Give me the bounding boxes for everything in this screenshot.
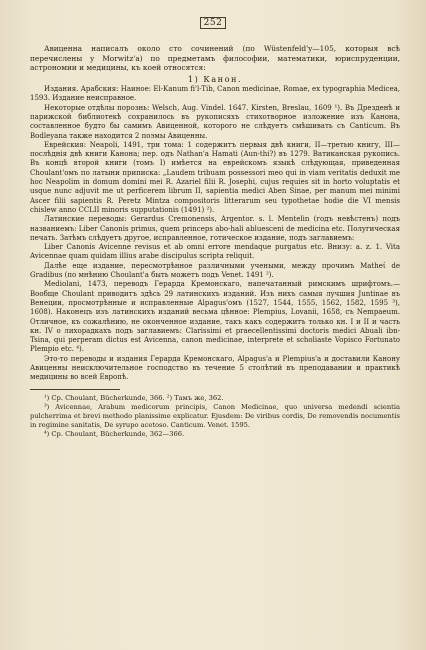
footnote-1: ¹) Ср. Choulant, Bücherkunde, 366. ²) Тамъ же, 362. — [44, 393, 224, 402]
footnote-3: ³) Avicennae, Arabum medicorum principis, Canon Medicinae, quo universa medendi scientia pulcherrima et brevi methodo planissime explicatur. Ejusdem: De viribus cordis, De removendis nocumentis in regimine sanitatis, De syrupo acetoso. Canticum. Venet. 1595. — [30, 402, 400, 429]
lead-paragraph: Авиценна написалъ около сто сочинений (по Wüstenfeld'y—105, которыя всѣ перечислены у Morwitz'a) по предметамъ философии, математики, юриспруденции, астрономии и медицины, къ коей относятся: — [30, 44, 400, 73]
footnote-divider — [30, 389, 120, 390]
paragraph-conclusion: Это-то переводы и издания Герарда Кремонскаго, Alpagus'a и Plempius'a и доставили Канону Авиценны неисключительное господство въ течение 5 столѣтий въ преподавании и практикѣ медицины во всей Европѣ. — [30, 354, 400, 382]
paragraph-mediolani: Mediolani, 1473, переводъ Герарда Кремонскаго, напечатанный римскимъ шрифтомъ.—Вообще Choulant приводитъ здѣсь 29 латинскихъ изданий. Изъ нихъ самыя лучшия Juntinae въ Венеции, просмотрѣнные и исправленные Alpagus'омъ (1527, 1544, 1555, 1562, 1582, 1595 ³), 1608). Наконецъ изъ латинскихъ изданий весьма цѣнное: Plempius, Lovanii, 1658, съ Nempaeum. Отличное, къ сожалѣнию, не оконченное издание, такъ какъ содержитъ только кн. I и II и часть кн. IV о лихорадкахъ подъ заглавиемъ: Clarissimi et praecellentissimi doctoris medici Abuali ibn-Tsina, qui perperam dictus est Avicenna, canon medicinae, interprete et scholiaste Vopisco Fortunato Plempio etc. ⁴). — [30, 280, 400, 354]
body-text — [30, 44, 400, 439]
paragraph-hebrew: Еврейския: Neapoli, 1491, три тома: 1 содержитъ первыя двѣ книги, II—третью книгу, III—послѣднія двѣ книги Канона; пер. одъ Nathan'a Hamati (Aun-thi?) въ 1279. Ватиканская рукопись. Въ концѣ второй книги (томъ I) имѣется на еврейскомъ языкѣ слѣдующая, приведенная Choulant'омъ по латыни приписка: „Laudem tribuam possessori meo qui in viam veritatis deduxit me hoc Neapolim in domum domini mei R. Azariel filii R. Josephi, cujus requies sit in horto voluptatis et usque nunc adjuvit me ut perficerem librum II, sapientia medici Aben Sinae, per manum mei minimi Ascer filii sapientis R. Peretz Mintza compositoris litterarum seu typothetae hodie die VI mensis chislew anno CCLII minoris supputationis (1491) ²). — [30, 140, 400, 214]
paragraph-further-edition: Далѣе еще издание, пересмотрѣнное различными учеными, между прочимъ Matheί de Gradibus (по мнѣнию Choulant'a быть можетъ подъ Venet. 1491 ²). — [30, 261, 400, 280]
paragraph-latin: Латинские переводы: Gerardus Cremonensis, Argentor. s. l. Mentelin (годъ невѣстенъ) подъ названиемъ: Liber Canonis primus, quem princeps abo-hali abluesceni de medicina etc. Полугическая печать. Затѣмъ слѣдуетъ другое, исправленное, готическое издание, подъ заглавиемъ: — [30, 215, 400, 242]
page-number — [0, 18, 426, 28]
paragraph-editions: Издания. Арабския: Наиное: El-Kanum fi'l-Tib, Canon medicinae, Romae, ex typographia Medicea, 1593. Издание неисправное. — [30, 85, 400, 103]
section-heading: 1) Канон. — [187, 73, 243, 84]
paragraph-liber-canonis: Liber Canonis Avicenne revisus et ab omni errore mendaque purgatus etc. Внизу: a. z. 1. Vita Avicennae quam quidam illius arabe discipulus scripta reliquit. — [30, 243, 400, 261]
footnote-4: ⁴) Ср. Choulant, Bücherkunde, 362—366. — [44, 429, 185, 438]
paragraph-sections: Некоторые отдѣлы порознь: Welsch, Aug. Vindel. 1647. Kirsten, Breslau, 1609 ¹). Въ Дрезденѣ и парижской библиотекѣ сохранилось въ рукописяхъ стихотворное изложение изъ Канона, составленное будто бы самимъ Авиценной, которого не слѣдуетъ смѣшивать съ Canticum. Въ Bodleyana также находится 2 поэмы Авиценны. — [30, 103, 400, 140]
page-number-label: 252 — [200, 17, 227, 29]
